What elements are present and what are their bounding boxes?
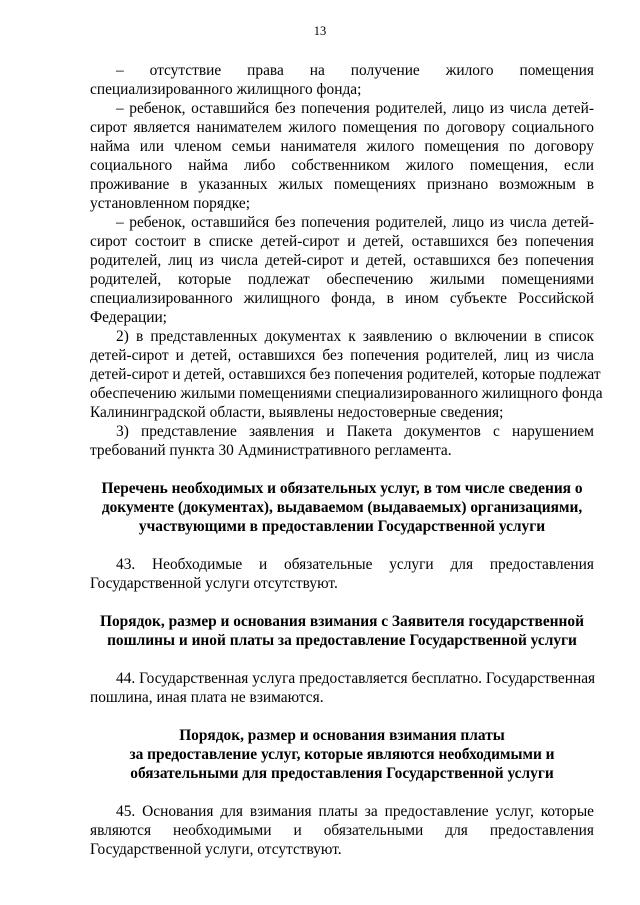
text-line: являются необходимыми и обязательными для предоставления [90,822,594,839]
text-line: – ребенок, оставшийся без попечения родителей, лицо из числа детей- [116,214,594,231]
text-line: детей-сирот и детей, оставшихся без попечения родителей, которые подлежат [90,366,601,383]
text-line: пошлина, иная плата не взимаются. [90,689,324,706]
text-line: обеспечению жилыми помещениями специализированного жилищного фонда [90,385,603,402]
section-heading: участвующими в предоставлении Государственной услуги [138,518,546,535]
text-line: требований пункта 30 Административного регламента. [90,442,452,459]
text-line: 44. Государственная услуга предоставляется бесплатно. Государственная [116,670,596,687]
text-line: родителей, которые подлежат обеспечению жилыми помещениями [90,271,594,288]
text-line: 2) в представленных документах к заявлению о включении в список [116,328,594,345]
text-line: Калининградской области, выявлены недостоверные сведения; [90,404,504,421]
text-line: 45. Основания для взимания платы за предоставление услуг, которые [116,803,594,820]
text-line: Государственной услуги отсутствуют. [90,575,338,592]
text-line: Государственной услуги, отсутствуют. [90,841,342,858]
section-heading: пошлины и иной платы за предоставление Государственной услуги [107,632,577,649]
text-line: найма или членом семьи нанимателя жилого помещения по договору [90,138,594,155]
text-line: сирот состоит в списке детей-сирот и детей, оставшихся без попечения [90,233,594,250]
section-heading: Порядок, размер и основания взимания с Заявителя государственной [100,613,584,630]
text-line: 3) представление заявления и Пакета документов с нарушением [116,423,594,440]
text-line: сирот является нанимателем жилого помещения по договору социального [90,119,594,136]
section-heading: Порядок, размер и основания взимания платы [179,727,505,744]
text-line: родителей, лиц из числа детей-сирот и детей, оставшихся без попечения [90,252,594,269]
text-line: специализированного жилищного фонда, в ином субъекте Российской [90,290,594,307]
text-line: 43. Необходимые и обязательные услуги для предоставления [116,556,594,573]
text-line: специализированного жилищного фонда; [90,81,362,98]
section-heading: обязательными для предоставления Государственной услуги [130,765,554,782]
text-line: проживание в указанных жилых помещениях признано возможным в [90,176,594,193]
text-line: детей-сирот и детей, оставшихся без попечения родителей, лиц из числа [90,347,594,364]
section-heading: за предоставление услуг, которые являются необходимыми и [129,746,555,763]
text-line: социального найма либо собственником жилого помещения, если [90,157,594,174]
text-line: установленном порядке; [90,195,250,212]
section-heading: Перечень необходимых и обязательных услуг, в том числе сведения о [101,480,583,497]
page-number: 13 [313,24,327,38]
text-line: – ребенок, оставшийся без попечения родителей, лицо из числа детей- [116,100,594,117]
section-heading: документе (документах), выдаваемом (выдаваемых) организациями, [101,499,583,516]
text-line: – отсутствие права на получение жилого помещения [116,62,594,79]
text-line: Федерации; [90,309,167,326]
